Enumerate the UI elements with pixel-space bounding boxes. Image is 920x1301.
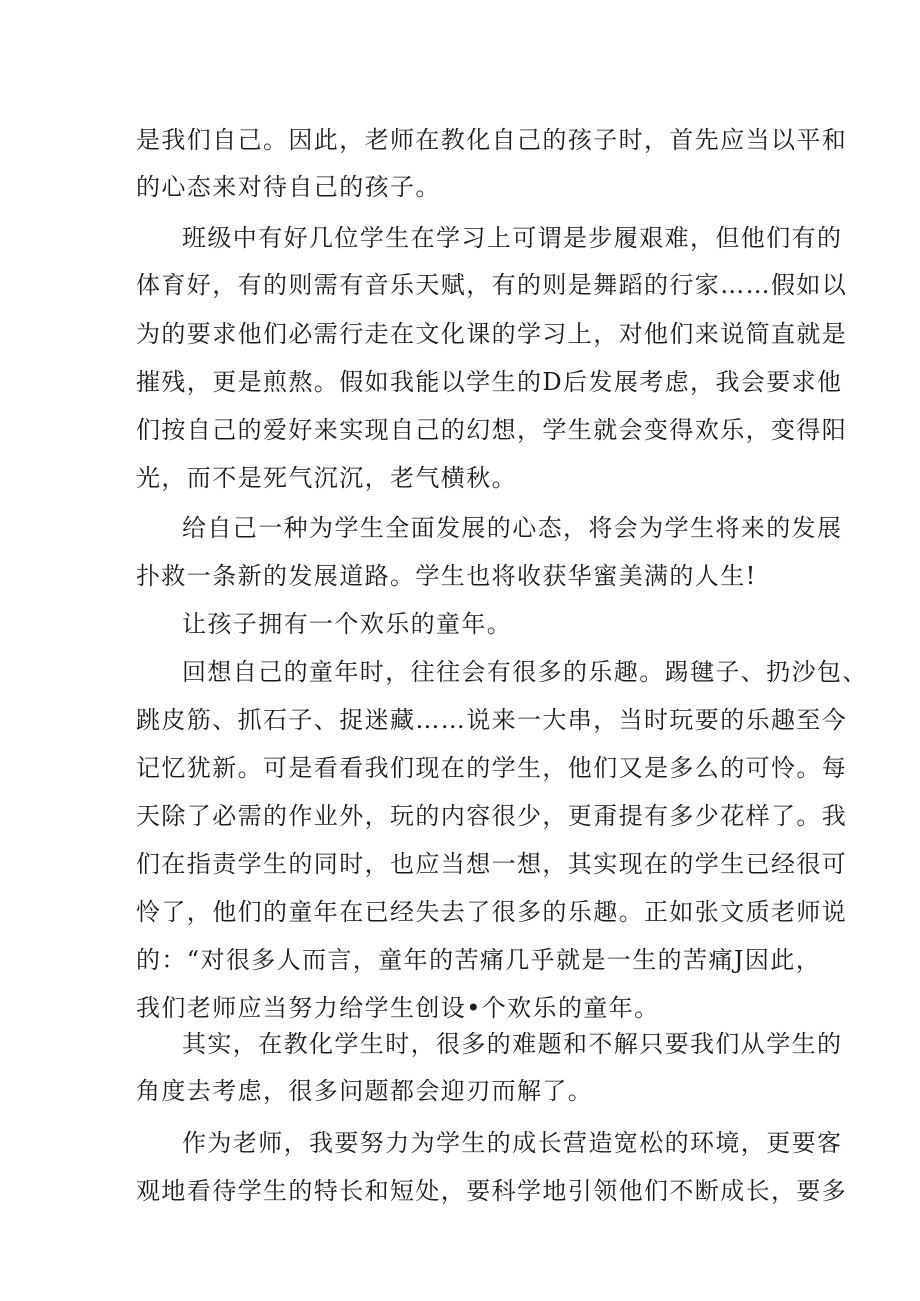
text-line: 天除了必需的作业外，玩的内容很少，更甭提有多少花样了。我 [136,802,848,830]
text-line: 角度去考虑，很多问题都会迎刃而解了。 [136,1077,594,1105]
text-line: 为的要求他们必需行走在文化课的学习上，对他们来说简直就是 [136,320,848,348]
text-line: 们在指责学生的同时，也应当想一想，其实现在的学生已经很可 [136,850,848,878]
text-line: 记忆犹新。可是看看我们现在的学生，他们又是多么的可怜。每 [136,754,848,782]
text-line: 的：“对很多人而言，童年的苦痛几乎就是一生的苦痛J因此， [136,946,822,974]
paragraph-start-line: 回想自己的童年时，往往会有很多的乐趣。踢毽子、扔沙包、 [182,658,868,686]
text-line: 跳皮筋、抓石子、捉迷藏……说来一大串，当时玩要的乐趣至今 [136,706,848,734]
text-line: 怜了，他们的童年在已经失去了很多的乐趣。正如张文质老师说 [136,898,848,926]
text-line: 我们老师应当努力给学生创设•个欢乐的童年。 [136,994,660,1022]
paragraph-start-line: 给自己一种为学生全面发展的心态，将会为学生将来的发展 [182,514,843,542]
text-line: 光，而不是死气沉沉，老气横秋。 [136,464,517,492]
paragraph-start-line: 班级中有好几位学生在学习上可谓是步履艰难，但他们有的 [182,224,843,252]
text-line: 体育好，有的则需有音乐天赋，有的则是舞蹈的行家……假如以 [136,271,848,299]
text-line: 们按自己的爱好来实现自己的幻想，学生就会变得欢乐，变得阳 [136,416,848,444]
text-line: 摧残，更是煎熬。假如我能以学生的D后发展考虑，我会要求他 [136,368,843,396]
text-line: 的心态来对待自己的孩子。 [136,173,441,201]
paragraph-start-line: 作为老师，我要努力为学生的成长营造宽松的环境，更要客 [182,1129,843,1157]
section-heading-line: 让孩子拥有一个欢乐的童年。 [182,610,513,638]
text-line: 观地看待学生的特长和短处，要科学地引领他们不断成长，要多 [136,1177,848,1205]
text-line: 是我们自己。因此，老师在教化自己的孩子时，首先应当以平和 [136,126,848,154]
paragraph-start-line: 其实，在教化学生时，很多的难题和不解只要我们从学生的 [182,1030,843,1058]
text-line: 扑救一条新的发展道路。学生也将收获华蜜美满的人生! [136,562,757,590]
